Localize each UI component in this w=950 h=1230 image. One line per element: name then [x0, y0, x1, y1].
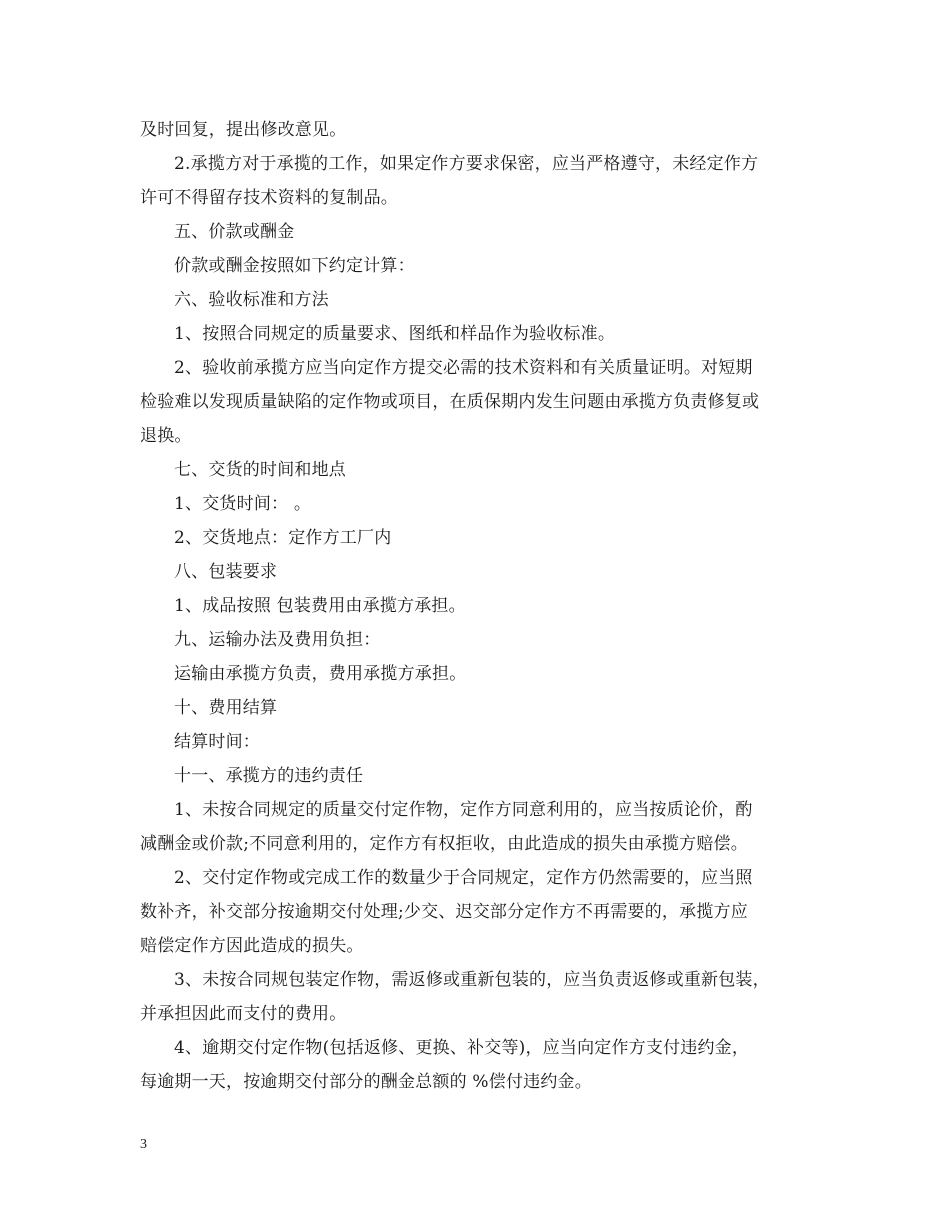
text-line: 五、价款或酬金: [174, 222, 295, 242]
text-line: 1、按照合同规定的质量要求、图纸和样品作为验收标准。: [174, 324, 616, 344]
text-line: 减酬金或价款;不同意利用的，定作方有权拒收，由此造成的损失由承揽方赔偿。: [140, 834, 748, 854]
text-line: 2.承揽方对于承揽的工作，如果定作方要求保密，应当严格遵守，未经定作方: [174, 154, 759, 174]
text-line: 价款或酬金按照如下约定计算：: [174, 256, 415, 276]
text-line: 赔偿定作方因此造成的损失。: [140, 936, 364, 956]
text-line: 2、交货地点：定作方工厂内: [174, 528, 392, 548]
text-line: 4、逾期交付定作物(包括返修、更换、补交等)，应当向定作方支付违约金，: [174, 1038, 750, 1058]
text-line: 十一、承揽方的违约责任: [174, 766, 364, 786]
text-line: 数补齐，补交部分按逾期交付处理;少交、迟交部分定作方不再需要的，承揽方应: [140, 902, 748, 922]
text-line: 并承担因此而支付的费用。: [140, 1004, 347, 1024]
document-body: [140, 113, 830, 1099]
text-line: 运输由承揽方负责，费用承揽方承担。: [174, 664, 467, 684]
text-line: 八、包装要求: [174, 562, 278, 582]
text-line: 1、成品按照 包装费用由承揽方承担。: [174, 596, 466, 616]
text-line: 许可不得留存技术资料的复制品。: [140, 188, 398, 208]
text-line: 1、未按合同规定的质量交付定作物，定作方同意利用的，应当按质论价，酌: [174, 800, 753, 820]
text-line: 十、费用结算: [174, 698, 278, 718]
text-line: 3、未按合同规包装定作物，需返修或重新包装的，应当负责返修或重新包装，: [174, 970, 770, 990]
text-line: 检验难以发现质量缺陷的定作物或项目，在质保期内发生问题由承揽方负责修复或: [140, 392, 760, 412]
text-line: 退换。: [140, 426, 192, 446]
text-line: 2、验收前承揽方应当向定作方提交必需的技术资料和有关质量证明。对短期: [174, 358, 753, 378]
text-line: 1、交货时间： 。: [174, 494, 312, 514]
text-line: 六、验收标准和方法: [174, 290, 329, 310]
text-line: 九、运输办法及费用负担：: [174, 630, 381, 650]
page-number: 3: [140, 1137, 147, 1152]
text-line: 结算时间：: [174, 732, 260, 752]
text-line: 七、交货的时间和地点: [174, 460, 346, 480]
text-line: 2、交付定作物或完成工作的数量少于合同规定，定作方仍然需要的，应当照: [174, 868, 753, 888]
text-line: 及时回复，提出修改意见。: [140, 120, 347, 140]
text-line: 每逾期一天，按逾期交付部分的酬金总额的 %偿付违约金。: [140, 1072, 592, 1092]
